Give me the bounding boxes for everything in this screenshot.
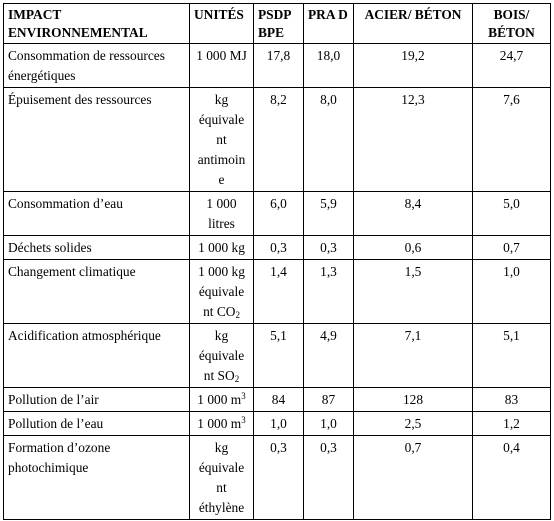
value-acier-beton: 8,4 bbox=[354, 192, 473, 236]
value-psdp-bpe: 1,4 bbox=[254, 260, 304, 324]
header-psdp-bpe: PSDP BPE bbox=[254, 4, 304, 44]
value-prad: 4,9 bbox=[304, 324, 354, 388]
impact-label: Consommation de ressources énergétiques bbox=[4, 44, 190, 88]
value-prad: 18,0 bbox=[304, 44, 354, 88]
unit-cell bbox=[190, 388, 254, 412]
unit-cell bbox=[190, 324, 254, 388]
table-row bbox=[4, 260, 551, 324]
table-row bbox=[4, 88, 551, 192]
table-row bbox=[4, 436, 551, 520]
value-psdp-bpe: 6,0 bbox=[254, 192, 304, 236]
unit-subscript: 2 bbox=[235, 310, 240, 320]
value-acier-beton: 7,1 bbox=[354, 324, 473, 388]
value-acier-beton: 1,5 bbox=[354, 260, 473, 324]
table-row bbox=[4, 192, 551, 236]
impact-label: Pollution de l’eau bbox=[4, 412, 190, 436]
value-acier-beton: 128 bbox=[354, 388, 473, 412]
value-bois-beton: 5,1 bbox=[473, 324, 551, 388]
header-row bbox=[4, 4, 551, 44]
header-impact: IMPACT ENVIRONNEMENTAL bbox=[4, 4, 190, 44]
impact-label: Déchets solides bbox=[4, 236, 190, 260]
unit-superscript: 3 bbox=[241, 391, 246, 401]
value-acier-beton: 2,5 bbox=[354, 412, 473, 436]
value-psdp-bpe: 0,3 bbox=[254, 436, 304, 520]
unit-subscript: 2 bbox=[234, 374, 240, 384]
unit-cell bbox=[190, 412, 254, 436]
value-prad: 0,3 bbox=[304, 436, 354, 520]
header-units: UNITÉS bbox=[190, 4, 254, 44]
impact-label: Formation d’ozone photochimique bbox=[4, 436, 190, 520]
table-row bbox=[4, 44, 551, 88]
value-bois-beton: 1,0 bbox=[473, 260, 551, 324]
impact-label: Épuisement des ressources bbox=[4, 88, 190, 192]
value-psdp-bpe: 5,1 bbox=[254, 324, 304, 388]
impact-table bbox=[3, 3, 551, 520]
table-row bbox=[4, 412, 551, 436]
header-acier-beton: ACIER/ BÉTON bbox=[354, 4, 473, 44]
value-prad: 1,3 bbox=[304, 260, 354, 324]
value-bois-beton: 7,6 bbox=[473, 88, 551, 192]
value-psdp-bpe: 0,3 bbox=[254, 236, 304, 260]
value-bois-beton: 0,4 bbox=[473, 436, 551, 520]
impact-label: Changement climatique bbox=[4, 260, 190, 324]
unit-cell bbox=[190, 44, 254, 88]
unit-text: 1 000 kg équivale nt CO bbox=[198, 264, 245, 319]
value-acier-beton: 12,3 bbox=[354, 88, 473, 192]
value-acier-beton: 0,7 bbox=[354, 436, 473, 520]
impact-label: Pollution de l’air bbox=[4, 388, 190, 412]
unit-cell bbox=[190, 436, 254, 520]
value-bois-beton: 1,2 bbox=[473, 412, 551, 436]
unit-superscript: 3 bbox=[241, 415, 246, 425]
value-prad: 1,0 bbox=[304, 412, 354, 436]
value-bois-beton: 0,7 bbox=[473, 236, 551, 260]
unit-text: kg équivale nt SO bbox=[198, 328, 245, 383]
unit-text: 1 000 m bbox=[197, 392, 242, 407]
unit-text: kg équivale nt éthylène bbox=[198, 440, 245, 515]
unit-cell bbox=[190, 88, 254, 192]
impact-label: Consommation d’eau bbox=[4, 192, 190, 236]
unit-text: 1 000 kg bbox=[198, 240, 245, 255]
value-bois-beton: 24,7 bbox=[473, 44, 551, 88]
table-body bbox=[4, 44, 551, 520]
value-psdp-bpe: 1,0 bbox=[254, 412, 304, 436]
unit-cell bbox=[190, 236, 254, 260]
unit-text: kg équivale nt antimoin e bbox=[197, 92, 246, 187]
value-psdp-bpe: 84 bbox=[254, 388, 304, 412]
value-bois-beton: 5,0 bbox=[473, 192, 551, 236]
impact-label: Acidification atmosphérique bbox=[4, 324, 190, 388]
value-acier-beton: 0,6 bbox=[354, 236, 473, 260]
unit-text: 1 000 m bbox=[197, 416, 242, 431]
value-prad: 5,9 bbox=[304, 192, 354, 236]
value-prad: 87 bbox=[304, 388, 354, 412]
value-psdp-bpe: 8,2 bbox=[254, 88, 304, 192]
table-row bbox=[4, 236, 551, 260]
unit-text: 1 000 litres bbox=[206, 196, 237, 231]
header-prad: PRA D bbox=[304, 4, 354, 44]
value-prad: 0,3 bbox=[304, 236, 354, 260]
value-acier-beton: 19,2 bbox=[354, 44, 473, 88]
value-psdp-bpe: 17,8 bbox=[254, 44, 304, 88]
table-row bbox=[4, 388, 551, 412]
table-row bbox=[4, 324, 551, 388]
unit-cell bbox=[190, 192, 254, 236]
unit-cell bbox=[190, 260, 254, 324]
value-bois-beton: 83 bbox=[473, 388, 551, 412]
unit-text: 1 000 MJ bbox=[196, 48, 247, 63]
header-bois-beton: BOIS/ BÉTON bbox=[473, 4, 551, 44]
value-prad: 8,0 bbox=[304, 88, 354, 192]
